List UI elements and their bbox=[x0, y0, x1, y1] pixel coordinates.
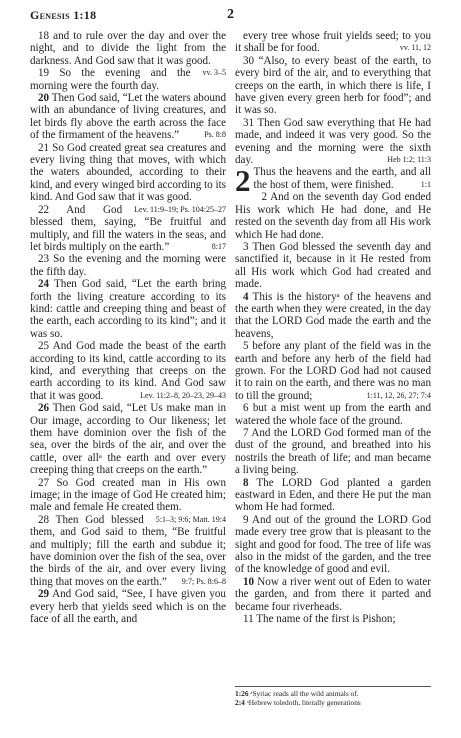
verse-number: 9 bbox=[243, 513, 249, 526]
verse-paragraph bbox=[30, 402, 226, 476]
cross-reference: Lev. 11:9–19; Ps. 104:25–27 bbox=[134, 204, 226, 214]
verse-text: Then God said, “Let the earth bring forth the living creature according to its kind: cattle and creeping thing and beast of the earth, each according to its kind”; and it was so. bbox=[30, 278, 226, 340]
verse-number: 18 bbox=[38, 30, 50, 42]
page-number: 2 bbox=[227, 7, 234, 22]
verse-text: Then God saw everything that He had made, and indeed it was very good. So the evening and the morning were the sixth day. bbox=[235, 116, 431, 167]
cross-reference: 8:17 bbox=[211, 241, 226, 251]
verse-number: 2 bbox=[261, 191, 268, 204]
verse-text: This is the historyᵃ of the heavens and the earth when they were created, in the day that the LORD God made the earth and the heavens, bbox=[235, 290, 431, 340]
verse-text: every tree whose fruit yields seed; to you it shall be for food. bbox=[235, 30, 431, 55]
verse-paragraph bbox=[30, 340, 226, 402]
verse-text: Then God blessed the seventh day and sanctified it, because in it He rested from all His work which God had created and made. bbox=[235, 240, 431, 291]
verse-number: 10 bbox=[243, 575, 255, 588]
verse-text: And on the seventh day God ended His work which He had done, and He rested on the seventh day from all His work which He had done. bbox=[235, 191, 431, 241]
verse-number: 26 bbox=[38, 402, 50, 415]
verse-paragraph bbox=[30, 92, 226, 142]
verse-paragraph bbox=[235, 30, 431, 55]
verse-text: before any plant of the field was in the earth and before any herb of the field had grown. For the LORD God had not caused it to rain on the earth, and there was no man to till the ground; bbox=[235, 340, 431, 402]
verse-text: So the evening and the morning were the fifth day. bbox=[30, 253, 227, 278]
verse-text: And God made the beast of the earth according to its kind, cattle according to its kind, and everything that creeps on the earth according to its kind. And God saw that it was good. bbox=[30, 340, 226, 402]
footnote-2 bbox=[235, 699, 431, 708]
running-head: Genesis 1:18 bbox=[30, 8, 97, 22]
verse-number: 3 bbox=[243, 240, 249, 253]
footnote-ref: 2:4 bbox=[235, 697, 245, 707]
verse-number: 28 bbox=[38, 513, 50, 526]
verse-number: 20 bbox=[38, 92, 50, 105]
verse-text: Then God said, “Let the waters abound with an abundance of living creatures, and let birds fly above the earth across the face of the firmament of the heavens.” bbox=[30, 92, 227, 142]
cross-reference: 1:1 bbox=[420, 179, 431, 189]
verse-text: Then God said, “Let Us make man in Our image, according to Our likeness; let them have dominion over the fish of the sea, over the birds of the air, and over the cattle, over allᵃ the earth and over every creeping thing that creeps on the earth.” bbox=[30, 402, 227, 477]
verse-text: And God blessed them, saying, “Be fruitful and multiply, and fill the waters in the seas, and let birds multiply on the earth.” bbox=[30, 203, 226, 253]
verse-number: 29 bbox=[38, 588, 50, 601]
footnote-text: ᵃHebrew toledoth, literally generations bbox=[246, 697, 361, 707]
verse-number: 8 bbox=[243, 476, 249, 489]
cross-reference: vv. 3–5 bbox=[202, 68, 226, 78]
verse-text: Thus the heavens and the earth, and all the host of them, were finished. bbox=[253, 166, 431, 191]
verse-paragraph bbox=[235, 291, 431, 341]
verse-paragraph bbox=[235, 163, 431, 199]
verse-number: 11 bbox=[243, 613, 254, 626]
verse-paragraph bbox=[235, 340, 431, 402]
verse-number: 30 bbox=[243, 54, 255, 67]
verse-number: 27 bbox=[38, 476, 50, 489]
page-header bbox=[30, 8, 431, 26]
verse-text: The LORD God planted a garden eastward in Eden, and there He put the man whom He had formed. bbox=[235, 476, 431, 514]
cross-reference: Ps. 8:8 bbox=[204, 130, 226, 140]
verse-number: 24 bbox=[38, 278, 50, 291]
verse-text: So the evening and the morning were the fourth day. bbox=[30, 67, 191, 92]
verse-number: 4 bbox=[243, 290, 249, 303]
verse-paragraph bbox=[30, 278, 226, 340]
verse-paragraph bbox=[235, 402, 431, 427]
verse-text: Now a river went out of Eden to water the garden, and from there it parted and became four riverheads. bbox=[235, 575, 431, 613]
verse-text: So God created man in His own image; in the image of God He created him; male and female He created them. bbox=[30, 476, 226, 514]
cross-reference: 9:7; Ps. 8:6–8 bbox=[181, 576, 226, 586]
verse-paragraph bbox=[235, 427, 431, 477]
cross-reference: 5:1–3; 9:6; Matt. 19:4 bbox=[155, 514, 226, 524]
right-column bbox=[235, 30, 431, 626]
chapter-number: 2 bbox=[235, 163, 251, 199]
verse-paragraph bbox=[235, 55, 431, 117]
verse-text: And the LORD God formed man of the dust of the ground, and breathed into his nostrils the breath of life; and man became a living being. bbox=[235, 427, 431, 477]
footnotes bbox=[235, 686, 431, 708]
verse-number: 21 bbox=[38, 141, 50, 154]
verse-paragraph bbox=[235, 514, 431, 576]
verse-paragraph bbox=[235, 477, 431, 514]
verse-paragraph bbox=[235, 241, 431, 291]
verse-number: 7 bbox=[243, 427, 249, 439]
verse-number: 31 bbox=[243, 116, 255, 129]
verse-number: 23 bbox=[38, 253, 50, 266]
left-column bbox=[30, 30, 226, 626]
verse-paragraph bbox=[30, 253, 226, 278]
verse-text: “Also, to every beast of the earth, to every bird of the air, and to everything that creeps on the earth, in which there is life, I have given every green herb for food”; and it was so. bbox=[235, 54, 431, 117]
cross-reference: 1:11, 12, 26, 27; 7:4 bbox=[366, 390, 431, 400]
footnote-text: ᵃSyriac reads all the wild animals of. bbox=[250, 689, 359, 698]
verse-paragraph bbox=[235, 613, 431, 625]
verse-text: So God created great sea creatures and every living thing that moves, with which the waters abounded, according to their kind, and every winged bird according to its kind. And God saw that it was good. bbox=[30, 141, 226, 204]
verse-number: 22 bbox=[38, 203, 50, 216]
verse-text: Then God blessed them, and God said to them, “Be fruitful and multiply; fill the earth and subdue it; have dominion over the fish of the sea, over the birds of the air, and over every living thing that moves on the earth.” bbox=[30, 513, 226, 588]
verse-number: 5 bbox=[243, 340, 249, 353]
verse-number: 19 bbox=[38, 67, 50, 80]
cross-reference: Heb 1:2; 11:3 bbox=[387, 155, 431, 165]
verse-text: And God said, “See, I have given you every herb that yields seed which is on the face of all the earth, and bbox=[30, 588, 226, 626]
verse-paragraph bbox=[235, 117, 431, 167]
verse-paragraph bbox=[235, 576, 431, 613]
cross-reference: vv. 11, 12 bbox=[399, 43, 431, 53]
verse-text: And out of the ground the LORD God made every tree grow that is pleasant to the sight and good for food. The tree of life was also in the midst of the garden, and the tree of the knowledge of good and evil. bbox=[235, 513, 431, 576]
verse-text: and to rule over the day and over the night, and to divide the light from the darkness. And God saw that it was good. bbox=[30, 30, 226, 67]
verse-paragraph bbox=[235, 191, 431, 241]
footnote-ref: 1:26 bbox=[235, 689, 249, 698]
verse-paragraph bbox=[30, 588, 226, 625]
verse-number: 25 bbox=[38, 340, 50, 353]
verse-text: The name of the first is Pishon; bbox=[256, 613, 396, 626]
cross-reference: Lev. 11:2–8, 20–23, 29–43 bbox=[140, 390, 226, 400]
verse-text: but a mist went up from the earth and watered the whole face of the ground. bbox=[235, 402, 431, 427]
verse-number: 6 bbox=[243, 402, 249, 415]
